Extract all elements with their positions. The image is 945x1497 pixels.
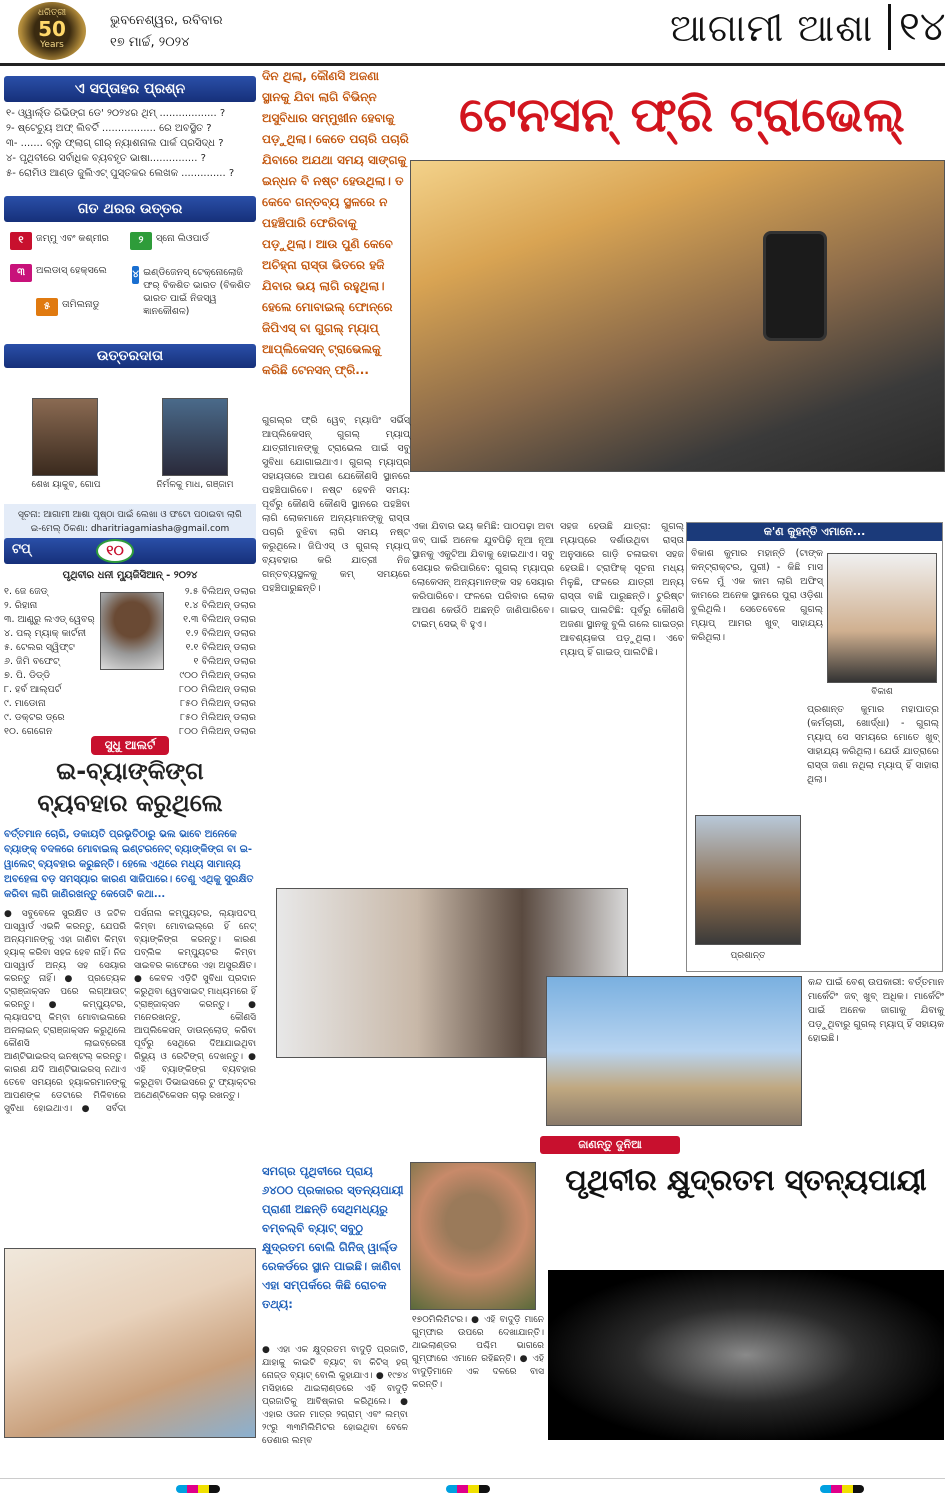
winner-name-1: ଶେଖ ୟାକୁବ, ଗୋପ — [31, 480, 101, 490]
quotes-tag: କ'ଣ କୁହନ୍ତି ଏମାନେ... — [687, 523, 942, 541]
top10-name: ୫. ଟେଲର ସ୍ୱିଫ୍ଟ — [4, 642, 75, 653]
answer-number: ୫ — [36, 298, 58, 316]
logo-text: ଧରିତ୍ରୀ — [37, 8, 67, 18]
contact-note — [4, 504, 256, 540]
quote-vikash: ବିକାଶ କୁମାର ମହାନ୍ତି (ଟାଙ୍କ କନ୍‌ଟ୍ରାକ୍ଟର, ପୁରୀ) - କିଛି ମାସ ତଳେ ମୁଁ ଏକ କାମ ଲାଗି ଅଫିସ୍ କାମରେ ଅନେକ ସ୍ଥାନରେ ପୁରା ଓଡ଼ିଶା ବୁଲିଥିଲି। ସେତେବେଳେ ଗୁଗଲ୍ ମ୍ୟାପ୍ ଆମର ଖୁବ୍ ସାହାଯ୍ୟ କରିଥିଲା। — [691, 548, 823, 643]
answer-number: ୧ — [10, 232, 32, 250]
street-view-photo — [546, 976, 802, 1126]
top10-count: ୧୦ — [96, 539, 134, 563]
top10-value: ୧ ବିଲିଅନ୍ ଡଲାର — [193, 656, 256, 667]
contact-note-line: ସୂଚନା: ଆଗାମୀ ଆଶା ପୃଷ୍ଠା ପାଇଁ ଲେଖା ଓ ଫଟୋ ପଠାଇବା ଲାଗି — [18, 510, 242, 520]
top10-row — [4, 683, 256, 697]
mammal-body-2: ୧୭୦ମିଲିମିଟର। ● ଏହି ବାଦୁଡ଼ି ମାନେ ଗୁମ୍ଫାର ଉପରେ ଦେଖାଯାନ୍ତି। ଥାଇଲାଣ୍ଡର ପଶ୍ଚିମ ଭାଗରେ ଗୁମ୍ଫାରେ ଏମାନେ ରହିଛନ୍ତି। ● ଏହି ବାଦୁଡ଼ିମାନେ ଏକ ଦଳରେ ବାସ କରନ୍ତି। — [412, 1315, 544, 1390]
top10-value: ୧.୨ ବିଲିଅନ୍ ଡଲାର — [185, 628, 256, 639]
top10-value: ୧.୩ ବିଲିଅନ୍ ଡଲାର — [183, 614, 256, 625]
quiz-question: ୧- ଓ୍ୱାର୍ଲ୍ଡ ରିଭିଙ୍ଗ ଡେ' ୨୦୨୪ର ଥିମ୍ .................. ? — [6, 108, 226, 119]
feature-note: କନ୍ଦ ପାଇଁ ବେଶ୍ ଉପକାରୀ: ବର୍ତ୍ତମାନ ମାର୍କେଟିଂ ଜବ୍ ଖୁବ୍ ଅଧିକ। ମାର୍କେଟିଂ ପାଇଁ ଅନେକ ଜାଗାକୁ ଯିବାକୁ ପଡ଼ୁଥିବାରୁ ଗୁଗଲ୍ ମ୍ୟାପ୍ ହିଁ ସହାୟକ ହୋଇଛି। — [808, 977, 944, 1044]
feature-intro — [262, 66, 410, 408]
ebanking-photo — [4, 1248, 256, 1438]
bat-wings-photo — [548, 1270, 944, 1440]
top10-value: ୨.୫ ବିଲିଅନ୍ ଡଲାର — [184, 586, 256, 597]
answer-text: ଅଲଡାସ୍ ହେକ୍ସଲେ — [36, 265, 107, 276]
mammal-intro: ସମଗ୍ର ପୃଥିବୀରେ ପ୍ରାୟ ୬୪୦୦ ପ୍ରକାରର ସ୍ତନ୍ୟପାୟୀ ପ୍ରାଣୀ ଅଛନ୍ତି ସେଥିମଧ୍ୟରୁ ବମ୍ବଲ୍‌ବି ବ୍ୟାଟ୍ ସବୁଠୁ କ୍ଷୁଦ୍ରତମ ବୋଲି ଗିନିଜ୍ ୱାର୍ଲ୍ଡ ରେକର୍ଡରେ ସ୍ଥାନ ପାଇଛି। ଜାଣିବା ଏହା ସମ୍ପର୍କରେ କିଛି ରୋଚକ ତଥ୍ୟ: — [262, 1164, 404, 1311]
winners-box — [4, 344, 256, 540]
mammal-headline: ପୃଥିବୀର କ୍ଷୁଦ୍ରତମ ସ୍ତନ୍ୟପାୟୀ — [565, 1163, 927, 1197]
top10-value: ୮୦୦ ମିଲିଅନ୍ ଡଲାର — [179, 684, 256, 695]
newspaper-logo — [18, 2, 86, 60]
print-footer — [0, 1478, 945, 1497]
dateline — [110, 10, 223, 54]
answer-item — [130, 232, 250, 250]
mammal-tag: ଜାଣନ୍ତୁ ଦୁନିଆ — [540, 1136, 680, 1154]
phone-icon — [763, 231, 827, 341]
top10-name: ୯. ଡକ୍ଟର ଡ୍ରେ — [4, 712, 65, 723]
top10-bar — [4, 538, 256, 564]
masthead — [0, 0, 945, 66]
prashant-photo — [695, 815, 801, 945]
answers-list — [4, 222, 256, 334]
top10-photo — [100, 592, 164, 670]
answer-number: ୩ — [10, 264, 32, 282]
color-registration-mark — [820, 1485, 864, 1493]
feature-column-c: ସହଜ ହେଉଛି ଯାତ୍ରା: ଗୁଗଲ୍ ମ୍ୟାପ୍ରେ ଦର୍ଶାଉଥିବା ରାସ୍ତା ଅନୁସାରେ ଗାଡ଼ି ଚଳାଇବା ସହଜ ହେଉଛି। ଟ୍ରାଫିକ୍ ସୂଚନା ମଧ୍ୟ ମିଳୁଛି, ଫଳରେ ଯାତ୍ରୀ ଅନ୍ୟ ରାସ୍ତା ବାଛି ପାରୁଛନ୍ତି। ଟୁରିଷ୍ଟ ଗାଇଡ୍ ପାଲଟିଛି: ପୂର୍ବରୁ କୌଣସି ଅଜଣା ସ୍ଥାନକୁ ବୁଲି ଗଲେ ଗାଇଡ୍ର ଆବଶ୍ୟକତା ପଡ଼ୁଥିଲା। ଏବେ ମ୍ୟାପ୍ ହିଁ ଗାଇଡ୍ ପାଲଟିଛି। — [560, 521, 684, 658]
prashant-name: ପ୍ରଶାନ୍ତ — [730, 951, 766, 961]
alert-headline-2: ବ୍ୟବହାର କରୁଥିଲେ — [37, 789, 223, 817]
feature-headline: ଟେନସନ୍ ଫ୍ରି ଟ୍ରାଭେଲ୍ — [459, 87, 905, 143]
mammal-intro-box — [262, 1162, 408, 1342]
quiz-box — [4, 76, 256, 185]
quiz-question: ୫- ରୋମିଓ ଆଣ୍ଡ ଜୁଲିଏଟ୍ ପୁସ୍ତକର ଲେଖକ .............. ? — [6, 168, 235, 179]
quiz-question: ୪- ପୃଥିବୀରେ ସର୍ବାଧିକ ବ୍ୟବହୃତ ଭାଷା............... ? — [6, 153, 206, 164]
vikash-name: ବିକାଶ — [871, 687, 893, 697]
top10-value: ୯୦୦ ମିଲିଅନ୍ ଡଲାର — [179, 670, 256, 681]
winner-photo-2 — [162, 398, 228, 476]
winners-title: ଉତ୍ତରଦାତା — [4, 344, 256, 368]
answer-text: ସ୍ନୋ ଲିଓପାର୍ଡ — [156, 233, 209, 244]
winner-name-2: ନିର୍ମଳକୁ ମାଧ, ଗଞ୍ଜାମ — [156, 480, 234, 490]
answers-box — [4, 196, 256, 334]
quiz-questions — [4, 102, 256, 185]
logo-sub: Years — [40, 40, 64, 50]
top10-value: ୮୦୦ ମିଲିଅନ୍ ଡଲାର — [179, 726, 256, 737]
answers-title: ଗତ ଥରର ଉତ୍ତର — [4, 196, 256, 222]
answer-text: ଜମ୍ମୁ ଏବଂ କଶ୍ମୀର — [36, 233, 109, 244]
quiz-question: ୩- ....... ବ୍ଲୁ ଫ୍ଲାଗ୍ ଗୀର୍ ନ୍ୟାଶନାଲ ପାର୍କ ପ୍ରସିଦ୍ଧ ? — [6, 138, 224, 149]
top10-name: ୧. ଜେ ଜେଡ୍ — [4, 586, 48, 597]
answer-item — [36, 298, 236, 316]
color-registration-mark — [176, 1485, 220, 1493]
top10-value: ୧.୪ ବିଲିଅନ୍ ଡଲାର — [184, 600, 256, 611]
top10-row — [4, 669, 256, 683]
answer-number: ୨ — [130, 232, 152, 250]
answer-item — [10, 232, 120, 250]
dateline-date: ୧୭ ମାର୍ଚ୍ଚ, ୨୦୨୪ — [110, 35, 190, 50]
top10-label: ଟପ୍ — [12, 542, 31, 557]
alert-headline-1: ଇ-ବ୍ୟାଙ୍କିଙ୍ଗ — [56, 757, 204, 785]
top10-name: ୯. ମାଡୋନା — [4, 698, 46, 709]
alert-intro: ବର୍ତ୍ତମାନ ଚୋରି, ଡକାୟତି ପ୍ରଭୃତିଠାରୁ ଭଲ ଭାବେ ଅନେକେ ବ୍ୟାଙ୍କ୍ ବଦଳରେ ମୋବାଇଲ୍ ଇଣ୍ଟରନେଟ୍ ବ୍ୟାଙ୍କିଙ୍ଗ ବା ଇ-ୱାଲେଟ୍ ବ୍ୟବହାର କରୁଛନ୍ତି। ହେଲେ ଏଥିରେ ମଧ୍ୟ ସାମାନ୍ୟ ଅବହେଳା ବଡ଼ ସମସ୍ୟାର କାରଣ ସାଜିପାରେ। ତେଣୁ ଏଥିକୁ ସୁରକ୍ଷିତ କରିବା ଲାଗି ଜାଣିରଖନ୍ତୁ କେତୋଟି କଥା... — [4, 829, 254, 900]
top10-name: ୩. ଆଣ୍ଡ୍ରୁ ଲଏଡ୍ ୱେବର୍ — [4, 614, 95, 625]
feature-column-a: ଗୁଗଲ୍ର ଫ୍ରି ୱେବ୍ ମ୍ୟାପିଂ ସର୍ଭିସ୍ ଆପ୍ଲିକେସନ୍ ଗୁଗଲ୍ ମ୍ୟାପ୍ ଯାତ୍ରୀମାନଙ୍କୁ ଟ୍ରାଭେଲ ପାଇଁ ସବୁ ସୁବିଧା ଯୋଗାଇଥାଏ। ଗୁଗଲ୍ ମ୍ୟାପ୍ର ସହାୟତାରେ ଆପଣ ଯେକୌଣସି ସ୍ଥାନରେ ପହଞ୍ଚ‌ିପାରିବେ। ନଷ୍ଟ ହେବନି ସମୟ: ପୂର୍ବରୁ କୌଣସି କୌଣସି ସ୍ଥାନରେ ପହଞ୍ଚ‌ିବା ଲାଗି ଲୋକମାନେ ଅନ୍ୟମାନଙ୍କୁ ରାସ୍ତା ପଚାରି ବୁଝିବା ଲାଗି ସମୟ ନଷ୍ଟ କରୁଥିଲେ। ଜିପିଏସ୍ ଓ ଗୁଗଲ୍ ମ୍ୟାପ୍ ବ୍ୟବହାର କରି ଯାତ୍ରୀ ନିଜ ଗନ୍ତବ୍ୟସ୍ଥଳକୁ କମ୍ ସମୟରେ ପହଞ୍ଚ‌ିପାରୁଛନ୍ତି। — [262, 415, 410, 594]
contact-email: ଇ-ମେଲ୍ ଠିକଣା: dharitriagamiasha@gmail.com — [30, 524, 230, 534]
top10-box — [4, 538, 256, 739]
vikash-photo — [827, 553, 937, 683]
small-bat-photo — [410, 1162, 536, 1310]
answer-number: ୪ — [132, 266, 139, 284]
top10-value: ୮୫୦ ମିଲିଅନ୍ ଡଲାର — [180, 698, 256, 709]
section-title: ଆଗାମୀ ଆଶା — [670, 6, 874, 50]
color-registration-mark — [446, 1485, 490, 1493]
top10-name: ୭. ପି. ଡିଡ୍ଡି — [4, 670, 51, 681]
top10-name: ୧୦. ଗେଗେନ — [4, 726, 53, 737]
quiz-title: ଏ ସପ୍ତାହର ପ୍ରଶ୍ନ — [4, 76, 256, 102]
top10-name: ୬. ଜିମି ବଫେଟ୍ — [4, 656, 60, 667]
top10-name: ୨. ରିହାନା — [4, 600, 38, 611]
alert-section — [4, 734, 256, 1176]
answer-text: ଇଣ୍ଡିଜେନସ୍ ଟେକ୍ନୋଲୋଜି ଫର୍ ବିକଶିତ ଭାରତ (ବିକଶିତ ଭାରତ ପାଇଁ ନିଜସ୍ୱ ଜ୍ଞାନକୌଶଳ) — [143, 267, 251, 317]
top10-row — [4, 697, 256, 711]
page-number: ୧୪ — [888, 4, 945, 50]
feature-intro-text: ଦିନ ଥିଲା, କୌଣସି ଅଜଣା ସ୍ଥାନକୁ ଯିବା ଲାଗି ବିଭିନ୍ନ ଅସୁବିଧାର ସମ୍ମୁଖୀନ ହେବାକୁ ପଡ଼ୁଥିଲା। କେତେ ପଚାରି ପଚାରି ଯିବାରେ ଅଯଥା ସମୟ ସାଙ୍ଗକୁ ଇନ୍ଧନ ବି ନଷ୍ଟ ହେଉଥିଲା। ତ କେବେ ଗନ୍ତବ୍ୟ ସ୍ଥଳରେ ନ ପହଞ୍ଚ‌ିପାରି ଫେରିବାକୁ ପଡ଼ୁଥିଲା। ଆଉ ପୁଣି କେବେ ଅଚିହ୍ନା ରାସ୍ତା ଭିତରେ ହଜି ଯିବାର ଭୟ ଲାଗି ରହୁଥିଲା। ହେଲେ ମୋବାଇଲ୍ ଫୋନ୍‌ରେ ଜିପିଏସ୍ ବା ଗୁଗଲ୍ ମ୍ୟାପ୍ ଆପ୍ଲିକେସନ୍ ଟ୍ରାଭେଲକୁ କରିଛି ଟେନସନ୍ ଫ୍ରି... — [262, 69, 409, 377]
answer-item — [10, 264, 120, 282]
alert-body: ● ସବୁବେଳେ ସୁରକ୍ଷିତ ଓ ଜଟିଳ ପାସ୍‌ୱାର୍ଡ ଏଭଳି କରନ୍ତୁ, ଯେପରି ଅନ୍ୟମାନଙ୍କୁ ଏହା ଜାଣିବା କିମ୍ବା ହ୍ୟାକ୍ କରିବା ସହଜ ହେବ ନାହିଁ। ନିଜ ପାସ୍‌ୱାର୍ଡ ଅନ୍ୟ ସହ ସେୟାର କରନ୍ତୁ ନାହିଁ। ● ପ୍ରତ୍ୟେକ ଟ୍ରାଞ୍ଜାକ୍ସନ ପରେ ଲଗ୍‌ଆଉଟ୍ କରନ୍ତୁ। ● କମ୍ପ୍ୟୁଟର, ଲ୍ୟାପଟପ୍ କିମ୍ବା ମୋବାଇଲରେ ଅନଲାଇନ୍ ଟ୍ରାଞ୍ଜାକ୍ସନ କରୁଥିଲେ କୌଣସି ଲାଇବ୍ରେରୀ ଆଣ୍ଟିଭାଇରସ୍ ଇନଷ୍ଟଲ୍ କରନ୍ତୁ। କାରଣ ଯଦି ଆଣ୍ଟିଭାଇରସ୍ ନଥାଏ ତେବେ ସମୟରେ ହ୍ୟାକରମାନଙ୍କୁ ଆପଣଙ୍କ ଡେଟାରେ ମିଳିବାରେ ସୁବିଧା ହୋଇଥାଏ। ● ସର୍ବଦା ପର୍ସନାଲ କମ୍ପ୍ୟୁଟର, ଲ୍ୟାପଟପ୍ କିମ୍ବା ମୋବାଇଲ୍‌ରେ ହିଁ ନେଟ୍ ବ୍ୟାଙ୍କିଙ୍ଗ କରନ୍ତୁ। କାରଣ ପବ୍ଲିକ କମ୍ପ୍ୟୁଟର କିମ୍ବା ସାଇବର କାଫେରେ ଏହା ଅସୁରକ୍ଷିତ। ● କେବଳ ଏଡ଼ିଟି ସୁବିଧା ପ୍ରଦାନ କରୁଥିବା ୱେବସାଇଟ୍ ମାଧ୍ୟମରେ ହିଁ ଟ୍ରାଞ୍ଜାକ୍ସନ କରନ୍ତୁ। ● ମନେରଖନ୍ତୁ, କୌଣସି ଆପ୍ଲିକେସନ୍ ଡାଉନ୍‌ଲୋଡ୍ କରିବା ପୂର୍ବରୁ ସେଥିରେ ଦିଆଯାଇଥିବା ରିଭ୍ୟୁ ଓ ରେଟିଙ୍ଗ୍ ଦେଖନ୍ତୁ। ● ଏହି ବ୍ୟାଙ୍କିଙ୍ଗ ବ୍ୟବହାର କରୁଥିବା ଡିଭାଇସରେ ଟୁ ଫ୍ୟାକ୍ଟର ଅଥେଣ୍ଟିକେସନ ଚାଲୁ ରଖନ୍ତୁ। — [4, 909, 256, 1114]
logo-years: 50 — [38, 17, 66, 41]
quotes-box — [686, 522, 943, 972]
top10-name: ୪. ପଲ୍ ମ୍ୟାକ୍ କାର୍ଟନୀ — [4, 628, 87, 639]
top10-value: ୧.୧ ବିଲିଅନ୍ ଡଲାର — [185, 642, 256, 653]
answer-text: ତାମିଲନାଡୁ — [62, 299, 100, 310]
winner-photo-1 — [32, 398, 98, 476]
dateline-city-day: ଭୁବନେଶ୍ୱର, ରବିବାର — [110, 13, 223, 28]
top10-row — [4, 711, 256, 725]
top10-heading: ପୃଥିବୀର ଧନୀ ମ୍ୟୁଜିସିଆନ୍ - ୨୦୨୪ — [62, 570, 198, 581]
mammal-body-1: ● ଏହା ଏକ କ୍ଷୁଦ୍ରତମ ବାଦୁଡ଼ି ପ୍ରଜାତି, ଯାହାକୁ କାଇଟି ବ୍ୟାଟ୍ ବା କିଟିସ୍ ହଗ୍ ନୋଜ୍ଡ ବ୍ୟାଟ୍ ବୋଲି କୁହାଯାଏ। ● ୧୯୭୪ ମସିହାରେ ଥାଇଲାଣ୍ଡରେ ଏହି ବାଦୁଡ଼ି ପ୍ରଜାତିକୁ ଆବିଷ୍କାର କରିଥିଲେ। ● ଏହାର ଓଜନ ମାତ୍ର ୨ଗ୍ରାମ୍ ଏବଂ ଲମ୍ବା ୨୯ରୁ ୩୩ମିଲିମିଟର ହୋଇଥିବା ବେଳେ ଡେଣାର ଲମ୍ବ — [262, 1345, 408, 1446]
driving-navigation-photo — [410, 160, 945, 472]
top10-value: ୮୫୦ ମିଲିଅନ୍ ଡଲାର — [180, 712, 256, 723]
quote-prashant: ପ୍ରଶାନ୍ତ କୁମାର ମହାପାତ୍ର (କର୍ମଚାରୀ, ଖୋର୍ଦ୍ଧା) - ଗୁଗଲ୍ ମ୍ୟାପ୍ ସେ ସମୟରେ ମୋତେ ଖୁବ୍ ସାହାଯ୍ୟ କରିଥିଲା। ଯେଉଁ ଯାତ୍ରାରେ ରାସ୍ତା ଜଣା ନଥିଲା ମ୍ୟାପ୍ ହିଁ ସାହାରା ଥିଲା। — [807, 704, 939, 785]
quiz-question: ୨- ଷ୍ଟେଚ୍ୟୁ ଅଫ୍ ଲିବର୍ଟି ................. ରେ ଅବସ୍ଥିତ ? — [6, 123, 212, 134]
top10-name: ୮. ହର୍ବ ଆଲ୍ପର୍ଟ — [4, 684, 62, 695]
alert-tag: ସୁଧୁ ଆଲର୍ଟ — [91, 736, 170, 755]
feature-column-b: ଏକା ଯିବାର ଭୟ କମିଛି: ପାଠପଢ଼ା ଅବା ଜବ୍ ପାଇଁ ଅନେକ ଯୁବପିଢ଼ି ନୂଆ ନୂଆ ସ୍ଥାନକୁ ଏକୁଟିଆ ଯିବାକୁ ହୋଇଥାଏ। ସବୁ ସେୟାର କରିପାରିବେ: ଗୁଗଲ୍ ମ୍ୟାପ୍ର ଲୋକେସନ୍ ଅନ୍ୟମାନଙ୍କ ସହ ସେୟାର କରିପାରିବେ। ଫଳରେ ପରିବାର ଲୋକ ଆପଣ କେଉଁଠି ଅଛନ୍ତି ଜାଣିପାରିବେ। ଟାଇମ୍ ସେଭ୍ ବି ହୁଏ। — [412, 521, 554, 630]
